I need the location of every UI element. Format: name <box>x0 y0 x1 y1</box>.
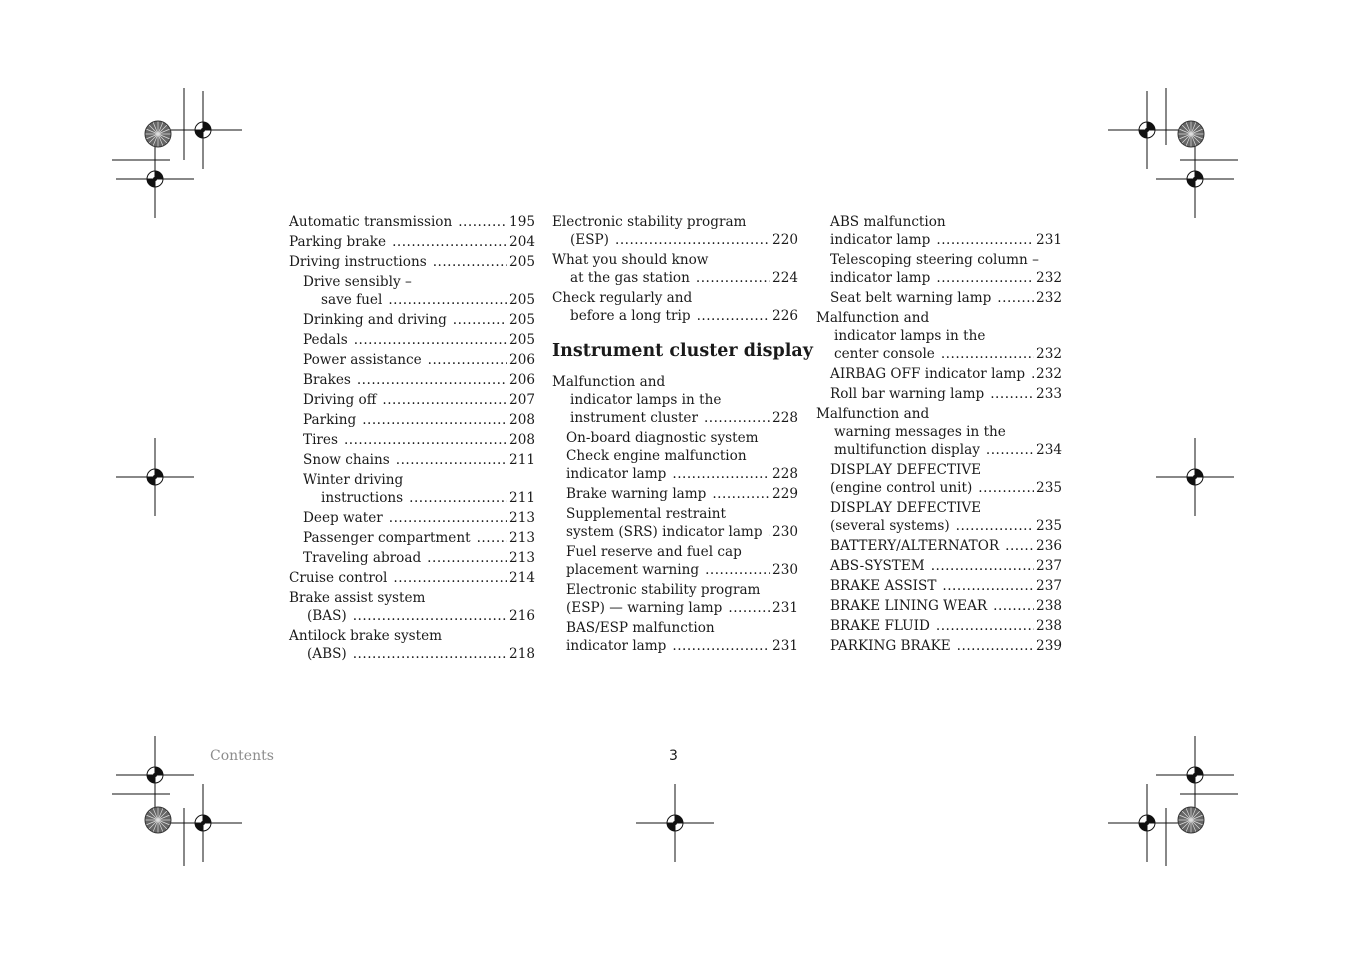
toc-entry-text: Pedals <box>303 332 348 348</box>
toc-column-3 <box>816 213 1062 657</box>
dot-leader <box>353 607 507 625</box>
toc-entry-text: Drive sensibly – <box>303 274 412 290</box>
toc-page-number: 238 <box>1036 598 1062 614</box>
toc-entry[interactable] <box>289 411 535 429</box>
toc-entry-text: What you should know <box>552 252 709 268</box>
toc-page-number: 234 <box>1036 442 1062 458</box>
toc-page-number: 236 <box>1036 538 1062 554</box>
toc-entry-text: ABS-SYSTEM <box>830 558 925 574</box>
toc-entry-text: Check engine malfunction <box>566 448 747 464</box>
toc-entry-text: indicator lamp <box>830 232 931 248</box>
toc-entry[interactable] <box>289 589 535 625</box>
toc-entry-text: BRAKE LINING WEAR <box>830 598 988 614</box>
toc-page-number: 235 <box>1036 480 1062 496</box>
toc-entry[interactable] <box>552 429 798 483</box>
dot-leader <box>672 465 770 483</box>
toc-entry-text: save fuel <box>321 292 383 308</box>
toc-entry-text: before a long trip <box>570 308 691 324</box>
toc-entry-text: at the gas station <box>570 270 690 286</box>
toc-page-number: 228 <box>772 410 798 426</box>
toc-entry-text: Cruise control <box>289 570 388 586</box>
toc-entry[interactable] <box>552 505 798 541</box>
toc-entry[interactable] <box>289 351 535 369</box>
toc-entry[interactable] <box>816 637 1062 655</box>
toc-entry-text: On-board diagnostic system <box>566 430 759 446</box>
toc-entry-text: Seat belt warning lamp <box>830 290 992 306</box>
dot-leader <box>382 391 507 409</box>
toc-page-number: 232 <box>1036 366 1062 382</box>
toc-page-number: 230 <box>772 524 798 540</box>
toc-page-number: 237 <box>1036 558 1062 574</box>
crop-mark-middle-right <box>1156 438 1234 516</box>
dot-leader <box>957 637 1034 655</box>
dot-leader <box>615 231 770 249</box>
toc-entry[interactable] <box>552 213 798 249</box>
toc-entry-text: indicator lamps in the <box>834 328 986 344</box>
toc-entry-text: (ABS) <box>307 646 347 662</box>
dot-leader <box>942 577 1034 595</box>
dot-leader <box>362 411 507 429</box>
toc-entry-text: warning messages in the <box>834 424 1006 440</box>
toc-entry-text: Telescoping steering column – <box>830 252 1039 268</box>
dot-leader <box>696 269 770 287</box>
dot-leader <box>769 523 771 541</box>
toc-entry-text: Tires <box>303 432 338 448</box>
toc-page-number: 205 <box>509 254 535 270</box>
dot-leader <box>409 489 507 507</box>
toc-entry-text: multifunction display <box>834 442 980 458</box>
crop-mark-bottom-right <box>1108 736 1238 866</box>
toc-page-number: 228 <box>772 466 798 482</box>
dot-leader <box>427 549 507 567</box>
toc-entry-text: DISPLAY DEFECTIVE <box>830 462 982 478</box>
toc-page-number: 205 <box>509 292 535 308</box>
toc-entry-text: (ESP) <box>570 232 609 248</box>
toc-entry[interactable] <box>552 289 798 325</box>
toc-entry[interactable] <box>816 289 1062 307</box>
toc-entry-text: PARKING BRAKE <box>830 638 951 654</box>
toc-page-number: 239 <box>1036 638 1062 654</box>
toc-page-number: 207 <box>509 392 535 408</box>
dot-leader <box>396 451 507 469</box>
toc-entry[interactable] <box>816 537 1062 555</box>
toc-entry-text: (ESP) — warning lamp <box>566 600 723 616</box>
toc-page-number: 231 <box>772 638 798 654</box>
toc-entry-text: indicator lamp <box>830 270 931 286</box>
footer-section-label: Contents <box>210 748 274 764</box>
toc-entry-text: instructions <box>321 490 404 506</box>
toc-page-number: 206 <box>509 372 535 388</box>
dot-leader <box>354 331 507 349</box>
toc-page-number: 218 <box>509 646 535 662</box>
toc-entry-text: (engine control unit) <box>830 480 973 496</box>
crop-mark-bottom-center <box>636 784 714 862</box>
toc-page-number: 211 <box>509 490 535 506</box>
dot-leader <box>697 307 770 325</box>
toc-entry[interactable] <box>816 251 1062 287</box>
toc-page-number: 213 <box>509 530 535 546</box>
toc-page-number: 208 <box>509 432 535 448</box>
toc-entry[interactable] <box>816 365 1062 383</box>
toc-entry-text: Fuel reserve and fuel cap <box>566 544 742 560</box>
toc-entry-text: instrument cluster <box>570 410 698 426</box>
toc-entry-text: indicator lamps in the <box>570 392 722 408</box>
dot-leader <box>712 485 770 503</box>
toc-entry[interactable] <box>816 577 1062 595</box>
toc-entry-text: Deep water <box>303 510 383 526</box>
toc-page-number: 205 <box>509 312 535 328</box>
toc-entry[interactable] <box>289 431 535 449</box>
toc-page-number: 204 <box>509 234 535 250</box>
toc-entry-text: Automatic transmission <box>289 214 453 230</box>
toc-page-number: 226 <box>772 308 798 324</box>
toc-page-number: 232 <box>1036 270 1062 286</box>
toc-entry[interactable] <box>552 373 798 427</box>
toc-entry-text: BRAKE ASSIST <box>830 578 937 594</box>
toc-entry-text: Malfunction and <box>816 310 930 326</box>
toc-page-number: 195 <box>509 214 535 230</box>
dot-leader <box>705 561 770 579</box>
toc-entry-text: Brake assist system <box>289 590 426 606</box>
toc-group <box>552 373 798 655</box>
dot-leader <box>936 269 1034 287</box>
toc-page-number: 233 <box>1036 386 1062 402</box>
toc-entry-text: Snow chains <box>303 452 390 468</box>
toc-entry[interactable] <box>289 213 535 231</box>
toc-entry[interactable] <box>289 371 535 389</box>
toc-entry-text: BATTERY/ALTERNATOR <box>830 538 1000 554</box>
toc-entry-text: (several systems) <box>830 518 950 534</box>
toc-group <box>552 213 798 325</box>
dot-leader <box>1031 365 1034 383</box>
toc-entry[interactable] <box>552 619 798 655</box>
toc-entry[interactable] <box>552 581 798 617</box>
dot-leader <box>931 557 1034 575</box>
toc-entry[interactable] <box>816 213 1062 249</box>
toc-entry[interactable] <box>289 451 535 469</box>
dot-leader <box>353 645 507 663</box>
dot-leader <box>936 231 1034 249</box>
crop-mark-top-left <box>112 88 242 218</box>
dot-leader <box>997 289 1034 307</box>
crop-mark-top-right <box>1108 88 1238 218</box>
toc-page-number: 237 <box>1036 578 1062 594</box>
toc-entry[interactable] <box>289 549 535 567</box>
toc-entry-text: Check regularly and <box>552 290 693 306</box>
toc-entry-text: Roll bar warning lamp <box>830 386 985 402</box>
toc-entry[interactable] <box>816 597 1062 615</box>
toc-column-1 <box>289 213 535 665</box>
toc-entry[interactable] <box>289 331 535 349</box>
toc-entry-text: indicator lamp <box>566 466 667 482</box>
toc-entry-text: Parking <box>303 412 357 428</box>
toc-page-number: 216 <box>509 608 535 624</box>
dot-leader <box>393 569 507 587</box>
toc-entry[interactable] <box>289 509 535 527</box>
toc-entry[interactable] <box>289 273 535 309</box>
toc-page-number: 224 <box>772 270 798 286</box>
toc-entry-text: (BAS) <box>307 608 347 624</box>
toc-entry-text: Malfunction and <box>816 406 930 422</box>
toc-entry-text: Malfunction and <box>552 374 666 390</box>
toc-entry-text: Passenger compartment <box>303 530 471 546</box>
toc-entry-text: Supplemental restraint <box>566 506 726 522</box>
dot-leader <box>728 599 770 617</box>
toc-page-number: 213 <box>509 550 535 566</box>
toc-entry[interactable] <box>289 569 535 587</box>
toc-entry[interactable] <box>816 309 1062 363</box>
toc-entry-text: Winter driving <box>303 472 404 488</box>
toc-page-number: 214 <box>509 570 535 586</box>
toc-page-number: 238 <box>1036 618 1062 634</box>
toc-page-number: 230 <box>772 562 798 578</box>
toc-page-number: 208 <box>509 412 535 428</box>
toc-page-number: 206 <box>509 352 535 368</box>
toc-page-number: 220 <box>772 232 798 248</box>
toc-entry[interactable] <box>816 405 1062 459</box>
toc-entry-text: Traveling abroad <box>303 550 422 566</box>
dot-leader <box>993 597 1034 615</box>
toc-entry[interactable] <box>289 311 535 329</box>
toc-entry-text: Drinking and driving <box>303 312 447 328</box>
dot-leader <box>941 345 1034 363</box>
toc-entry-text: BAS/ESP malfunction <box>566 620 715 636</box>
toc-entry[interactable] <box>816 499 1062 535</box>
toc-entry-text: Brakes <box>303 372 351 388</box>
dot-leader <box>990 385 1034 403</box>
dot-leader <box>477 529 507 547</box>
toc-entry-text: Brake warning lamp <box>566 486 707 502</box>
toc-entry-text: center console <box>834 346 935 362</box>
dot-leader <box>704 409 770 427</box>
toc-page-number: 213 <box>509 510 535 526</box>
toc-page-number: 205 <box>509 332 535 348</box>
toc-entry-text: AIRBAG OFF indicator lamp <box>830 366 1026 382</box>
toc-entry-text: BRAKE FLUID <box>830 618 930 634</box>
dot-leader <box>978 479 1034 497</box>
toc-entry[interactable] <box>552 543 798 579</box>
toc-entry-text: Electronic stability program <box>566 582 761 598</box>
toc-entry[interactable] <box>289 471 535 507</box>
dot-leader <box>344 431 507 449</box>
dot-leader <box>389 509 507 527</box>
page-number: 3 <box>669 748 678 764</box>
toc-entry[interactable] <box>289 233 535 251</box>
toc-entry[interactable] <box>289 529 535 547</box>
toc-entry-text: Antilock brake system <box>289 628 443 644</box>
toc-entry[interactable] <box>816 461 1062 497</box>
dot-leader <box>956 517 1034 535</box>
toc-column-2 <box>552 213 813 657</box>
dot-leader <box>458 213 507 231</box>
toc-entry[interactable] <box>816 557 1062 575</box>
toc-entry-text: Electronic stability program <box>552 214 747 230</box>
toc-entry-text: indicator lamp <box>566 638 667 654</box>
crop-mark-middle-left <box>116 438 194 516</box>
toc-page-number: 229 <box>772 486 798 502</box>
dot-leader <box>428 351 507 369</box>
toc-entry-text: system (SRS) indicator lamp <box>566 524 763 540</box>
toc-page-number: 231 <box>772 600 798 616</box>
toc-entry-text: Driving off <box>303 392 377 408</box>
dot-leader <box>388 291 507 309</box>
section-heading: Instrument cluster display <box>552 341 813 361</box>
toc-entry-text: placement warning <box>566 562 700 578</box>
toc-entry-text: ABS malfunction <box>830 214 946 230</box>
dot-leader <box>392 233 507 251</box>
toc-entry[interactable] <box>289 253 535 271</box>
dot-leader <box>1005 537 1034 555</box>
dot-leader <box>672 637 770 655</box>
dot-leader <box>936 617 1034 635</box>
toc-page-number: 231 <box>1036 232 1062 248</box>
toc-entry[interactable] <box>289 627 535 663</box>
toc-entry[interactable] <box>289 391 535 409</box>
dot-leader <box>453 311 507 329</box>
toc-entry[interactable] <box>552 251 798 287</box>
dot-leader <box>357 371 507 389</box>
toc-page-number: 232 <box>1036 290 1062 306</box>
toc-entry-text: Parking brake <box>289 234 387 250</box>
toc-page-number: 235 <box>1036 518 1062 534</box>
toc-entry-text: DISPLAY DEFECTIVE <box>830 500 982 516</box>
toc-entry[interactable] <box>816 385 1062 403</box>
toc-entry-text: Power assistance <box>303 352 422 368</box>
dot-leader <box>986 441 1034 459</box>
toc-entry[interactable] <box>552 485 798 503</box>
toc-page-number: 211 <box>509 452 535 468</box>
dot-leader <box>433 253 507 271</box>
toc-entry-text: Driving instructions <box>289 254 427 270</box>
toc-page-number: 232 <box>1036 346 1062 362</box>
toc-entry[interactable] <box>816 617 1062 635</box>
